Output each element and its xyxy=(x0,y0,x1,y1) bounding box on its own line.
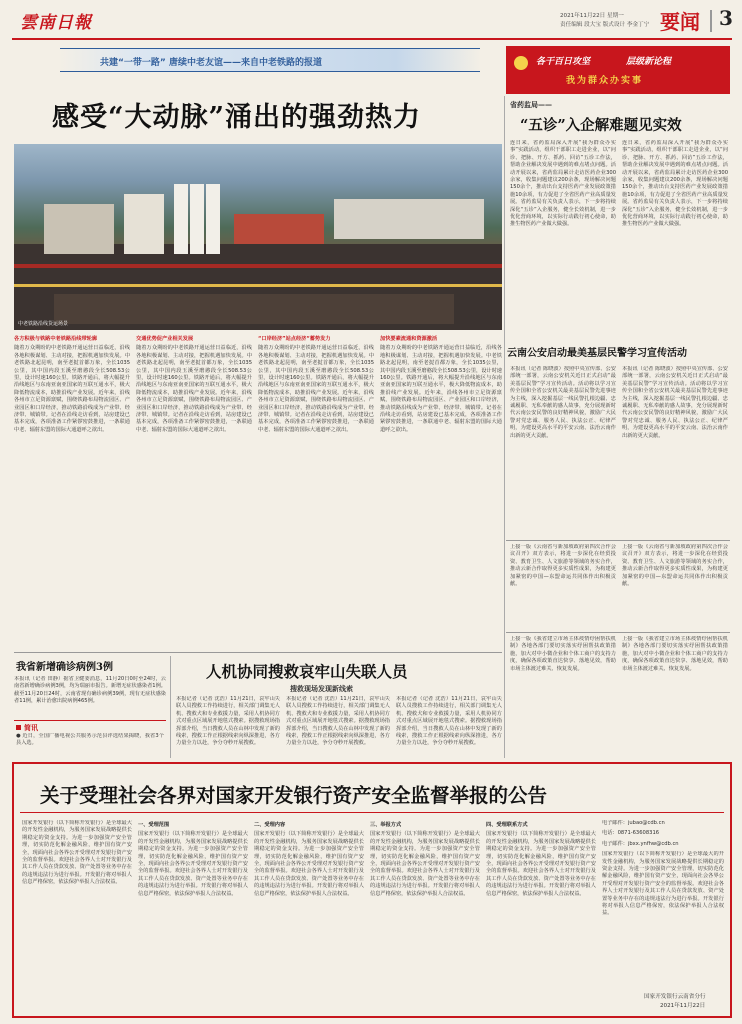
notice-signature-date: 2021年11月22日 xyxy=(660,1003,706,1009)
brief-label: 简讯 xyxy=(24,724,38,732)
rescue-story-subheadline: 搜救现场发现新线索 xyxy=(290,685,353,693)
notice-section-4: 四、受理联系方式 xyxy=(486,822,528,828)
lead-story-col-4 xyxy=(380,334,502,650)
lead-story-body: 随着万众期盼的中老铁路开通运营日益临近，沿线各地积极谋划、主动对接，把握机遇加快发展。中老铁路北起昆明，南至老挝首都万象，全长1035公里，其中国内段玉溪至磨憨段全长508.53公里，设计时速160公里。铁路开通后，将大幅提升沿线地区与东南亚南亚国家的互联互通水平，极大降低物流成本，助推沿线产业发展。近年来，沿线各州市立足资源禀赋，围绕铁路布局物流园区、产业园区和口岸经济，推动铁路沿线成为产业带、经济带、城镇带。记者在沿线走访看到，站房建设已基本完成，各项准备工作紧锣密鼓推进，一条联通中老、辐射东盟的国际大通道呼之欲出。 xyxy=(14,345,130,433)
notice-col-6 xyxy=(602,820,724,1012)
covid-story-headline: 我省新增确诊病例3例 xyxy=(16,662,113,673)
notice-headline-rule xyxy=(20,812,724,813)
masthead-rule xyxy=(12,38,732,40)
notice-body-4: 国家开发银行（以下简称开发银行）是全球最大的开发性金融机构，为服务国家发展战略提供长期稳定的资金支持。为进一步加强资产安全管理，切实防范化解金融风险，维护国有资产安全，现面向社会各界公开受理对开发银行资产安全的监督举报。欢迎社会各界人士对开发银行及其工作人员在贷款发放、资产处置等业务中存在的违规违法行为进行举报。开发银行将对举报人信息严格保密，依法保护举报人合法权益。 xyxy=(370,831,480,897)
right-story-1-col-1: 连日来，省药监局深入开展“我为群众办实事”实践活动，组织干部职工走进企业，以“问诊、把脉、开方、抓药、回访”五诊工作法，帮助企业解决发展中遇到的难点堵点问题。活动开展以来，省药监局累计走访医药企业300余家，收集问题建议200余条，现场解决问题150余个，推动出台支持医药产业发展政策措施10余项，有力促进了全省医药产业高质量发展。省药监局有关负责人表示，下一步将持续深化“五诊”入企服务，健全长效机制，进一步优化营商环境，以实际行动践行初心使命，助推生物医药产业做大做强。 xyxy=(510,140,616,228)
mid-divider xyxy=(14,652,502,653)
paper-logo: 雲南日報 xyxy=(20,13,92,33)
lead-story-subhead-1: 各方积极与铁路中老铁路沿线带轮廓 xyxy=(14,336,98,342)
brief-box xyxy=(14,720,166,758)
right-divider-1 xyxy=(506,540,730,541)
notice-headline: 关于受理社会各界对国家开发银行资产安全监督举报的公告 xyxy=(40,784,548,807)
notice-contact-2: 电话：0871-63608316 xyxy=(602,830,660,837)
column-divider xyxy=(504,96,505,758)
lead-story-subhead-3: “口岸经济”站点经济“蓄势发力 xyxy=(258,336,331,342)
lead-photo-caption: 中老铁路沿线货运场景 xyxy=(18,321,69,327)
notice-contact-1: 电子邮件：jubao@cdb.cn xyxy=(602,820,665,826)
brief-body: ● 近日，全国广播电视公共服务示范县评选结果揭晓，我省3个县入选。 xyxy=(16,733,164,747)
date-line-1: 2021年11月22日 星期一 xyxy=(560,13,624,19)
page-number: 3 xyxy=(719,6,733,30)
rescue-story-headline: 人机协同搜救哀牢山失联人员 xyxy=(206,662,408,681)
lead-story-col-3 xyxy=(258,334,374,650)
right-story-2-col-2: 本报讯（记者 陈晓波）按照中央宣传部、公安部统一部署，云南公安机关近日正式启动“最美基层民警”学习宣传活动。活动将以学习宣传全国和全省公安机关最美基层民警先进事迹为主线，深入挖掘基层一线民警扎根边疆、忠诚履职、无私奉献的感人故事，充分展现新时代云南公安民警的良好精神风貌，激励广大民警对党忠诚、服务人民、执法公正、纪律严明，为建设更高水平的平安云南、法治云南作出新的更大贡献。 xyxy=(622,366,728,439)
slogan-1: 各干百日攻坚 xyxy=(536,57,591,67)
covid-story-body: 本报讯（记者 田静）据省卫健委消息，11月20日0时至24时，云南省新增确诊病例3例，均为瑞丽市报告。新增无症状感染者1例。截至11月20日24时，云南省现有确诊病例39例，现有无症状感染者11例，累计治愈出院病例465例。 xyxy=(14,676,166,705)
lead-story-photo xyxy=(14,144,502,330)
notice-col-1 xyxy=(22,820,132,1012)
right-story-1-col-2: 连日来，省药监局深入开展“我为群众办实事”实践活动，组织干部职工走进企业，以“问诊、把脉、开方、抓药、回访”五诊工作法，帮助企业解决发展中遇到的难点堵点问题。活动开展以来，省药监局累计走访医药企业300余家，收集问题建议200余条，现场解决问题150余个，推动出台支持医药产业发展政策措施10余项，有力促进了全省医药产业高质量发展。省药监局有关负责人表示，下一步将持续深化“五诊”入企服务，健全长效机制，进一步优化营商环境，以实际行动践行初心使命，助推生物医药产业做大做强。 xyxy=(622,140,728,228)
right-story-2-headline: 云南公安启动最美基层民警学习宣传活动 xyxy=(507,348,687,359)
notice-col-2 xyxy=(138,820,248,1012)
notice-section-3: 三、举报方式 xyxy=(370,822,402,828)
brief-icon xyxy=(16,725,21,730)
right-story-4-col-2: 上接一版《我省建立市场主体疫情纾困帮扶机制》各地各部门要切实落实纾困帮扶政策措施，加大对中小微企业和个体工商户的支持力度，确保各项政策直达快享、落地见效，帮助市场主体渡过难关、恢复发展。 xyxy=(622,636,728,672)
masthead xyxy=(0,0,742,44)
section-name: 要闻 xyxy=(660,10,700,34)
notice-section-1: 一、受理范围 xyxy=(138,822,170,828)
right-story-1-kicker: 省药监局—— xyxy=(510,101,552,109)
notice-body-5: 国家开发银行（以下简称开发银行）是全球最大的开发性金融机构，为服务国家发展战略提供长期稳定的资金支持。为进一步加强资产安全管理，切实防范化解金融风险，维护国有资产安全，现面向社会各界公开受理对开发银行资产安全的监督举报。欢迎社会各界人士对开发银行及其工作人员在贷款发放、资产处置等业务中存在的违规违法行为进行举报。开发银行将对举报人信息严格保密，依法保护举报人合法权益。 xyxy=(486,831,596,897)
right-story-3-col-2: 上接一版《云南省与新加坡政府第四次合作会议召开》双方表示，将进一步深化在经贸投资、教育卫生、人文旅游等领域的务实合作，推动云新合作取得更多实质性成果，为构建更加紧密的中国—东盟命运共同体作出积极贡献。 xyxy=(622,544,728,588)
lead-story-body-cont-3: 随着万众期盼的中老铁路开通运营日益临近，沿线各地积极谋划、主动对接，把握机遇加快发展。中老铁路北起昆明，南至老挝首都万象，全长1035公里，其中国内段玉溪至磨憨段全长508.53公里，设计时速160公里。铁路开通后，将大幅提升沿线地区与东南亚南亚国家的互联互通水平，极大降低物流成本，助推沿线产业发展。近年来，沿线各州市立足资源禀赋，围绕铁路布局物流园区、产业园区和口岸经济，推动铁路沿线成为产业带、经济带、城镇带。记者在沿线走访看到，站房建设已基本完成，各项准备工作紧锣密鼓推进，一条联通中老、辐射东盟的国际大通道呼之欲出。 xyxy=(380,345,502,433)
right-divider-2 xyxy=(506,632,730,633)
section-divider xyxy=(710,10,712,32)
right-story-1-headline: “五诊”入企解难题见实效 xyxy=(520,117,682,134)
notice-signature: 国家开发银行云南省分行 xyxy=(644,994,706,1000)
lead-story-subhead-2: 交通优势促产业相关发展 xyxy=(136,336,194,342)
lead-story-banner-text: 共建“一带一路” 唐续中老友谊——来自中老铁路的报道 xyxy=(100,58,322,68)
notice-body-3: 国家开发银行（以下简称开发银行）是全球最大的开发性金融机构，为服务国家发展战略提供长期稳定的资金支持。为进一步加强资产安全管理，切实防范化解金融风险，维护国有资产安全，现面向社会各界公开受理对开发银行资产安全的监督举报。欢迎社会各界人士对开发银行及其工作人员在贷款发放、资产处置等业务中存在的违规违法行为进行举报。开发银行将对举报人信息严格保密，依法保护举报人合法权益。 xyxy=(254,831,364,897)
notice-section-2: 二、受理内容 xyxy=(254,822,286,828)
notice-body-6: 国家开发银行（以下简称开发银行）是全球最大的开发性金融机构，为服务国家发展战略提供长期稳定的资金支持。为进一步加强资产安全管理，切实防范化解金融风险，维护国有资产安全，现面向社会各界公开受理对开发银行资产安全的监督举报。欢迎社会各界人士对开发银行及其工作人员在贷款发放、资产处置等业务中存在的违规违法行为进行举报。开发银行将对举报人信息严格保密，依法保护举报人合法权益。 xyxy=(602,851,724,917)
rescue-divider xyxy=(170,656,171,758)
notice-col-3 xyxy=(254,820,364,1012)
slogan-2: 层级新论程 xyxy=(626,57,672,67)
lead-story-banner xyxy=(60,48,480,72)
lead-story-col-1 xyxy=(14,334,130,650)
rescue-story-col-3: 本报记者（记者 沈浩）11月21日，哀牢山失联人员搜救工作持续进行，相关部门调集无人机、搜救犬和专业救援力量，采用人机协同方式对重点区域展开地毯式搜索。据搜救现场指挥部介绍，当日搜救人员在山林中发现了新的线索，搜救工作正根据线索向纵深推进，各方力量全力以赴，争分夺秒开展搜救。 xyxy=(396,696,502,747)
lead-story-col-2 xyxy=(136,334,252,650)
lead-story-body-cont-2: 随着万众期盼的中老铁路开通运营日益临近，沿线各地积极谋划、主动对接，把握机遇加快发展。中老铁路北起昆明，南至老挝首都万象，全长1035公里，其中国内段玉溪至磨憨段全长508.53公里，设计时速160公里。铁路开通后，将大幅提升沿线地区与东南亚南亚国家的互联互通水平，极大降低物流成本，助推沿线产业发展。近年来，沿线各州市立足资源禀赋，围绕铁路布局物流园区、产业园区和口岸经济，推动铁路沿线成为产业带、经济带、城镇带。记者在沿线走访看到，站房建设已基本完成，各项准备工作紧锣密鼓推进，一条联通中老、辐射东盟的国际大通道呼之欲出。 xyxy=(258,345,374,433)
notice-body-2: 国家开发银行（以下简称开发银行）是全球最大的开发性金融机构，为服务国家发展战略提供长期稳定的资金支持。为进一步加强资产安全管理，切实防范化解金融风险，维护国有资产安全，现面向社会各界公开受理对开发银行资产安全的监督举报。欢迎社会各界人士对开发银行及其工作人员在贷款发放、资产处置等业务中存在的违规违法行为进行举报。开发银行将对举报人信息严格保密，依法保护举报人合法权益。 xyxy=(138,831,248,897)
lead-story-headline: 感受“大动脉”涌出的强劲热力 xyxy=(52,102,422,133)
notice-body-1: 国家开发银行（以下简称开发银行）是全球最大的开发性金融机构，为服务国家发展战略提供长期稳定的资金支持。为进一步加强资产安全管理，切实防范化解金融风险，维护国有资产安全，现面向社会各界公开受理对开发银行资产安全的监督举报。欢迎社会各界人士对开发银行及其工作人员在贷款发放、资产处置等业务中存在的违规违法行为进行举报。开发银行将对举报人信息严格保密，依法保护举报人合法权益。 xyxy=(22,820,132,886)
rescue-story-col-1: 本报记者（记者 沈浩）11月21日，哀牢山失联人员搜救工作持续进行，相关部门调集无人机、搜救犬和专业救援力量，采用人机协同方式对重点区域展开地毯式搜索。据搜救现场指挥部介绍，当日搜救人员在山林中发现了新的线索，搜救工作正根据线索向纵深推进，各方力量全力以赴，争分夺秒开展搜救。 xyxy=(176,696,280,747)
lead-photo-scene xyxy=(14,144,502,330)
lead-story-subhead-4: 加快要素流通和资源激活 xyxy=(380,336,438,342)
date-line-2: 责任编辑 段大宝 版式设计 李金丁宁 xyxy=(560,22,650,28)
right-story-3-col-1: 上接一版《云南省与新加坡政府第四次合作会议召开》双方表示，将进一步深化在经贸投资、教育卫生、人文旅游等领域的务实合作，推动云新合作取得更多实质性成果，为构建更加紧密的中国—东盟命运共同体作出积极贡献。 xyxy=(510,544,616,588)
slogan-3: 我为群众办实事 xyxy=(566,76,644,86)
right-story-2-col-1: 本报讯（记者 陈晓波）按照中央宣传部、公安部统一部署，云南公安机关近日正式启动“最美基层民警”学习宣传活动。活动将以学习宣传全国和全省公安机关最美基层民警先进事迹为主线，深入挖掘基层一线民警扎根边疆、忠诚履职、无私奉献的感人故事，充分展现新时代云南公安民警的良好精神风貌，激励广大民警对党忠诚、服务人民、执法公正、纪律严明，为建设更高水平的平安云南、法治云南作出新的更大贡献。 xyxy=(510,366,616,439)
party-emblem-icon xyxy=(514,56,528,70)
right-story-4-col-1: 上接一版《我省建立市场主体疫情纾困帮扶机制》各地各部门要切实落实纾困帮扶政策措施，加大对中小微企业和个体工商户的支持力度，确保各项政策直达快享、落地见效，帮助市场主体渡过难关、恢复发展。 xyxy=(510,636,616,672)
rescue-story-col-2: 本报记者（记者 沈浩）11月21日，哀牢山失联人员搜救工作持续进行，相关部门调集无人机、搜救犬和专业救援力量，采用人机协同方式对重点区域展开地毯式搜索。据搜救现场指挥部介绍，当日搜救人员在山林中发现了新的线索，搜救工作正根据线索向纵深推进，各方力量全力以赴，争分夺秒开展搜救。 xyxy=(286,696,390,747)
right-header-banner xyxy=(506,46,730,94)
notice-col-4 xyxy=(370,820,480,1012)
notice-box xyxy=(12,762,732,1018)
notice-col-5 xyxy=(486,820,596,1012)
notice-contact-3: 电子邮件：jbxx.ynfhw@cdb.cn xyxy=(602,840,679,847)
lead-story-body-cont-1: 随着万众期盼的中老铁路开通运营日益临近，沿线各地积极谋划、主动对接，把握机遇加快发展。中老铁路北起昆明，南至老挝首都万象，全长1035公里，其中国内段玉溪至磨憨段全长508.53公里，设计时速160公里。铁路开通后，将大幅提升沿线地区与东南亚南亚国家的互联互通水平，极大降低物流成本，助推沿线产业发展。近年来，沿线各州市立足资源禀赋，围绕铁路布局物流园区、产业园区和口岸经济，推动铁路沿线成为产业带、经济带、城镇带。记者在沿线走访看到，站房建设已基本完成，各项准备工作紧锣密鼓推进，一条联通中老、辐射东盟的国际大通道呼之欲出。 xyxy=(136,345,252,433)
